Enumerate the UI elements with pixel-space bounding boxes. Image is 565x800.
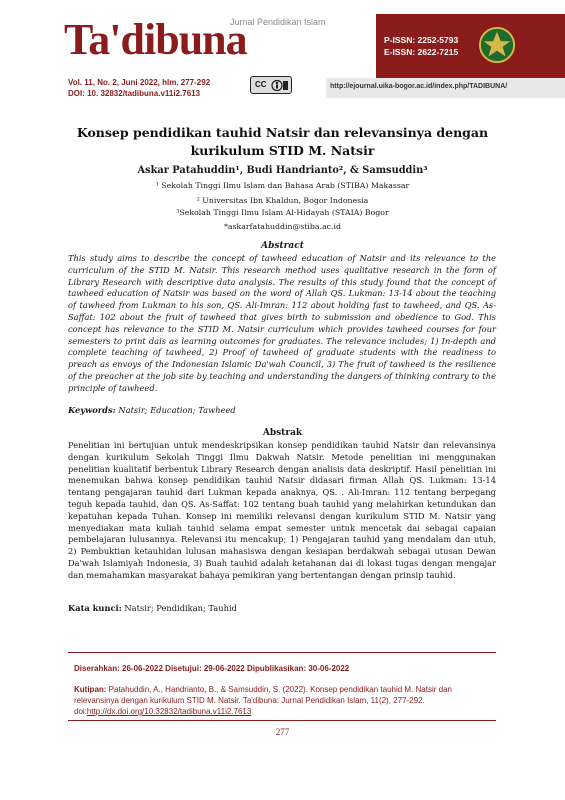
- citation-label: Kutipan: [74, 685, 104, 694]
- issn-box: [376, 14, 565, 78]
- citation-doi-link[interactable]: http://dx.doi.org/10.32832/tadibuna.v11i2.7613: [86, 707, 252, 716]
- authors: Askar Patahuddin¹, Budi Handrianto², & Samsuddin³: [137, 165, 428, 176]
- footer-divider-bottom: [68, 720, 496, 721]
- keywords-en-label: Keywords: [68, 405, 113, 415]
- volume-info: [68, 77, 210, 99]
- journal-subtitle: Jurnal Pendidikan Islam: [230, 17, 326, 27]
- keywords-id: Kata kunci: Natsir; Pendidikan; Tauhid: [68, 603, 237, 613]
- affiliation-1: ¹ Sekolah Tinggi Ilmu Islam dan Bahasa Arab (STIBA) Makassar: [155, 181, 410, 190]
- e-issn: E-ISSN: 2622-7215: [384, 47, 459, 57]
- citation: Kutipan: Patahuddin, A., Handrianto, B., & Samsuddin, S. (2022). Konsep pendidikan tauhid M. Natsir dan relevansinya dengan kurikulum STID M. Natsir. Ta'dibuna: Jurnal Pendidikan Islam, 11(2), 277-292. doi:http://dx.doi.org/10.32832/tadibuna.v11i2.7613: [74, 685, 452, 716]
- journal-url[interactable]: http://ejournal.uika-bogor.ac.id/index.php/TADIBUNA/: [330, 83, 508, 90]
- abstract-id-heading: Abstrak: [262, 428, 303, 438]
- volume-line: Vol. 11, No. 2, Juni 2022, hlm. 277-292: [68, 78, 211, 87]
- affiliation-2: ² Universitas Ibn Khaldun, Bogor Indonesia: [196, 196, 369, 205]
- journal-url-bar[interactable]: [326, 78, 565, 98]
- page-number: 277: [275, 727, 290, 737]
- keywords-id-values: Natsir; Pendidikan; Tauhid: [124, 603, 237, 613]
- by-icon: [271, 79, 289, 92]
- submission-dates: Diserahkan: 26-06-2022 Disetujui: 29-06-2022 Dipublikasikan: 30-06-2022: [74, 664, 350, 673]
- abstract-en-heading: Abstract: [261, 241, 304, 251]
- citation-text: Patahuddin, A., Handrianto, B., & Samsuddin, S. (2022). Konsep pendidikan tauhid M. Natsir dan relevansinya dengan kurikulum STID M. Natsir. Ta'dibuna: Jurnal Pendidikan Islam, 11(2), 277-292. doi:: [74, 685, 452, 716]
- cc-icon: CC: [255, 80, 267, 89]
- corresponding-email[interactable]: *askarfatahuddin@stiba.ac.id: [223, 222, 342, 231]
- article-title: Konsep pendidikan tauhid Natsir dan relevansinya dengan kurikulum STID M. Natsir: [76, 125, 489, 158]
- abstract-en-body: This study aims to describe the concept of tawheed education of Natsir and its relevance to the curriculum of the STID M. Natsir. This research method uses qualitative research in the form of Library Research with descriptive data analysis. The results of this study found that the concept of tawheed education of Natsir was based on the word of Allah QS. Lukman: 13-14 about the teaching of tawheed from Lukman to his son, QS. Ali-Imran: 112 about holding fast to tawheed, and QS. As-Saffat: 102 about the fruit of tawheed that gives birth to submission and obedience to God. This concept has relevance to the STID M. Natsir curriculum which provides tawheed courses for four semesters to print dais as learning outcomes for graduates. The relevance includes; 1) In-depth and complete teaching of tawheed, 2) Proof of tawheed of graduate students with the readiness to preach as envoys of the Indonesian Islamic Da'wah Council, 3) The fruit of tawheed is the resilience of the preacher at the job site by teaching and understanding the dangers of thinking contrary to the principle of tawheed.: [68, 253, 496, 393]
- keywords-en-values: Natsir; Education; Tawheed: [118, 405, 236, 415]
- journal-name: Ta'dibuna: [64, 15, 247, 64]
- university-logo-icon: [478, 26, 516, 64]
- keywords-id-label: Kata kunci: [68, 603, 119, 613]
- footer-divider-top: [68, 652, 496, 653]
- abstract-id-body: Penelitian ini bertujuan untuk mendeskripsikan konsep pendidikan tauhid Natsir dan relevansinya dengan kurikulum Sekolah Tinggi Ilmu Dakwah Natsir. Metode penelitian ini menggunakan penelitian kualitatif berbentuk Library Research dengan analisis data deskriptif. Hasil penelitian ini menemukan bahwa konsep pendidikan tauhid Natsir didasari firman Allah QS. Lukman: 13-14 tentang pengajaran tauhid dari Lukman kepada anaknya, QS. . Ali-Imran: 112 tentang berpegang teguh kepada tauhid, dan QS. As-Saffat: 102 tentang buah tauhid yang melahirkan ketundukan dan kepatuhan kepada Tuhan. Konsep ini memiliki relevansi dengan kurikulum STID M. Natsir yang menyediakan mata kuliah tauhid selama empat semester untuk mencetak dai sebagai capaian pembelajaran lulusannya. Relevansi itu mencakup; 1) Pengajaran tauhid yang mendalam dan utuh, 2) Pembuktian ketauhidan lulusan mahasiswa dengan kesiapan berdakwah sebagai utusan Dewan Da'wah Islamiyah Indonesia, 3) Buah tauhid adalah ketahanan dai di lokasi tugas dengan mengajar dan memahamkan masyarakat bahaya pemikiran yang bertentangan dengan prinsip tauhid.: [68, 440, 496, 580]
- license-badge[interactable]: [250, 76, 292, 94]
- doi-line: DOI: 10. 32832/tadibuna.v11i2.7613: [68, 89, 201, 98]
- p-issn: P-ISSN: 2252-5793: [384, 35, 459, 45]
- affiliation-3: ³Sekolah Tinggi Ilmu Islam Al-Hidayah (STAIA) Bogor: [176, 208, 389, 217]
- keywords-en: Keywords: Natsir; Education; Tawheed: [68, 405, 236, 415]
